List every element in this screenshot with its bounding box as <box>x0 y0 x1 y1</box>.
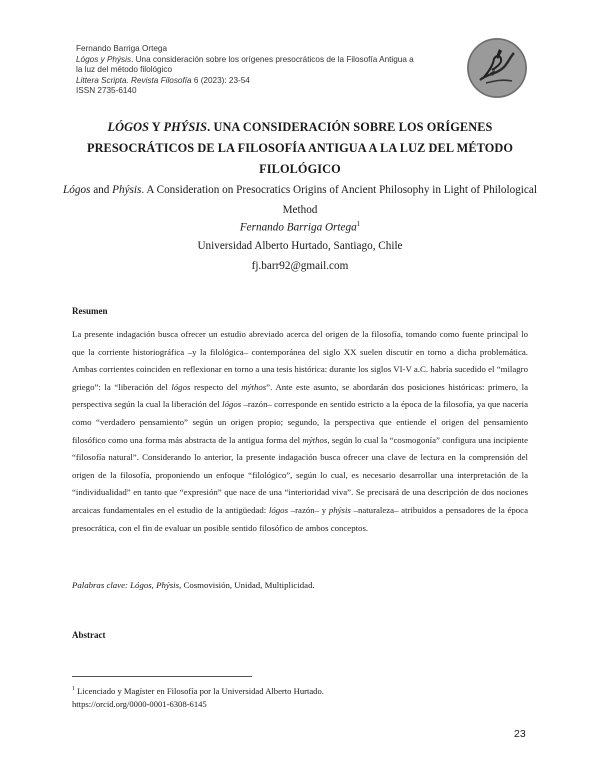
header-journal: Littera Scripta. Revista Filosofía 6 (2023): 23-54 <box>76 75 250 85</box>
page-number: 23 <box>514 728 526 740</box>
email-link[interactable]: fj.barr92@gmail.com <box>251 260 349 272</box>
running-header <box>76 44 456 97</box>
header-issn: ISSN 2735-6140 <box>76 86 137 96</box>
affiliation: Universidad Alberto Hurtado, Santiago, Chile <box>197 240 403 252</box>
header-author: Fernando Barriga Ortega <box>76 44 168 53</box>
author-footnote-mark[interactable]: 1 <box>356 220 361 228</box>
resumen-heading: Resumen <box>72 306 108 316</box>
english-title: Lógos and Phýsis. A Consideration on Presocratics Origins of Ancient Philosophy in Light of Philological Method <box>63 184 537 216</box>
author-name: Fernando Barriga Ortega$^1$ <box>239 220 361 234</box>
header-article-title: Lógos y Phýsis. Una consideración sobre los orígenes presocráticos de la Filosofía Antigua a <box>76 54 414 64</box>
footnote-divider <box>72 676 252 677</box>
orcid-link[interactable]: https://orcid.org/0000-0001-6308-6145 <box>72 699 207 710</box>
abstract-heading: Abstract <box>72 630 106 640</box>
header-article-title-line2: la luz del método filológico <box>76 65 173 75</box>
keywords: Palabras clave: Lógos, Phýsis, Cosmovisión, Unidad, Multiplicidad. <box>72 580 315 590</box>
article-title: LÓGOS Y PHÝSIS. UNA CONSIDERACIÓN SOBRE LOS ORÍGENES PRESOCRÁTICOS DE LA FILOSOFÍA ANTIGUA A LA LUZ DEL MÉTODO FILOLÓGICO <box>86 120 514 176</box>
resumen-body: La presente indagación busca ofrecer un estudio abreviado acerca del origen de la filosofía, tomando como fuente principal lo que la corriente historiográfica –y la filológica– contemporánea del siglo XX suelen discutir en torno a dicha problemática. Ambas corrientes coinciden en reflexionar en torno a una tesis histórica: durante los siglos VI-V a.C. habría sucedido el “milagro griego”: la “liberación del lógos respecto del mýthos”. Ante este asunto, se abordarán dos posiciones históricas: primero, la perspectiva según la cual la liberación del lógos –razón– corresponde en sentido estricto a la época de la filosofía, ya que naceria como “verdadero pensamiento” según un origen propio; segundo, la perspectiva que entiende el origen del pensamiento filosófico como una forma más abstracta de la antigua forma del mýthos, según lo cual la “cosmogonía” configura una incipiente “filosofía natural”. Considerando lo anterior, la presente indagación busca ofrecer una clave de lectura en la comprensión del origen de la filosofía, proponiendo un enfoque “filológico”, según lo cual, es necesario desarrollar una interpretación de la “individualidad” en tanto que “expresión” que nace de una “interioridad viva”. Se precisará de una descripción de dos nociones arcaicas fundamentales en el estudio de la antigüedad: lógos –razón– y phýsis –naturaleza– atribuidos a pensadores de la época presocrática, con el fin de evaluar un posible sentido filosófico de ambos conceptos. <box>72 329 528 533</box>
journal-logo-icon <box>466 37 528 99</box>
footnote: $^1$ Licenciado y Magíster en Filosofía por la Universidad Alberto Hurtado. https://orcid.org/0000-0001-6308-6145 <box>72 683 324 712</box>
